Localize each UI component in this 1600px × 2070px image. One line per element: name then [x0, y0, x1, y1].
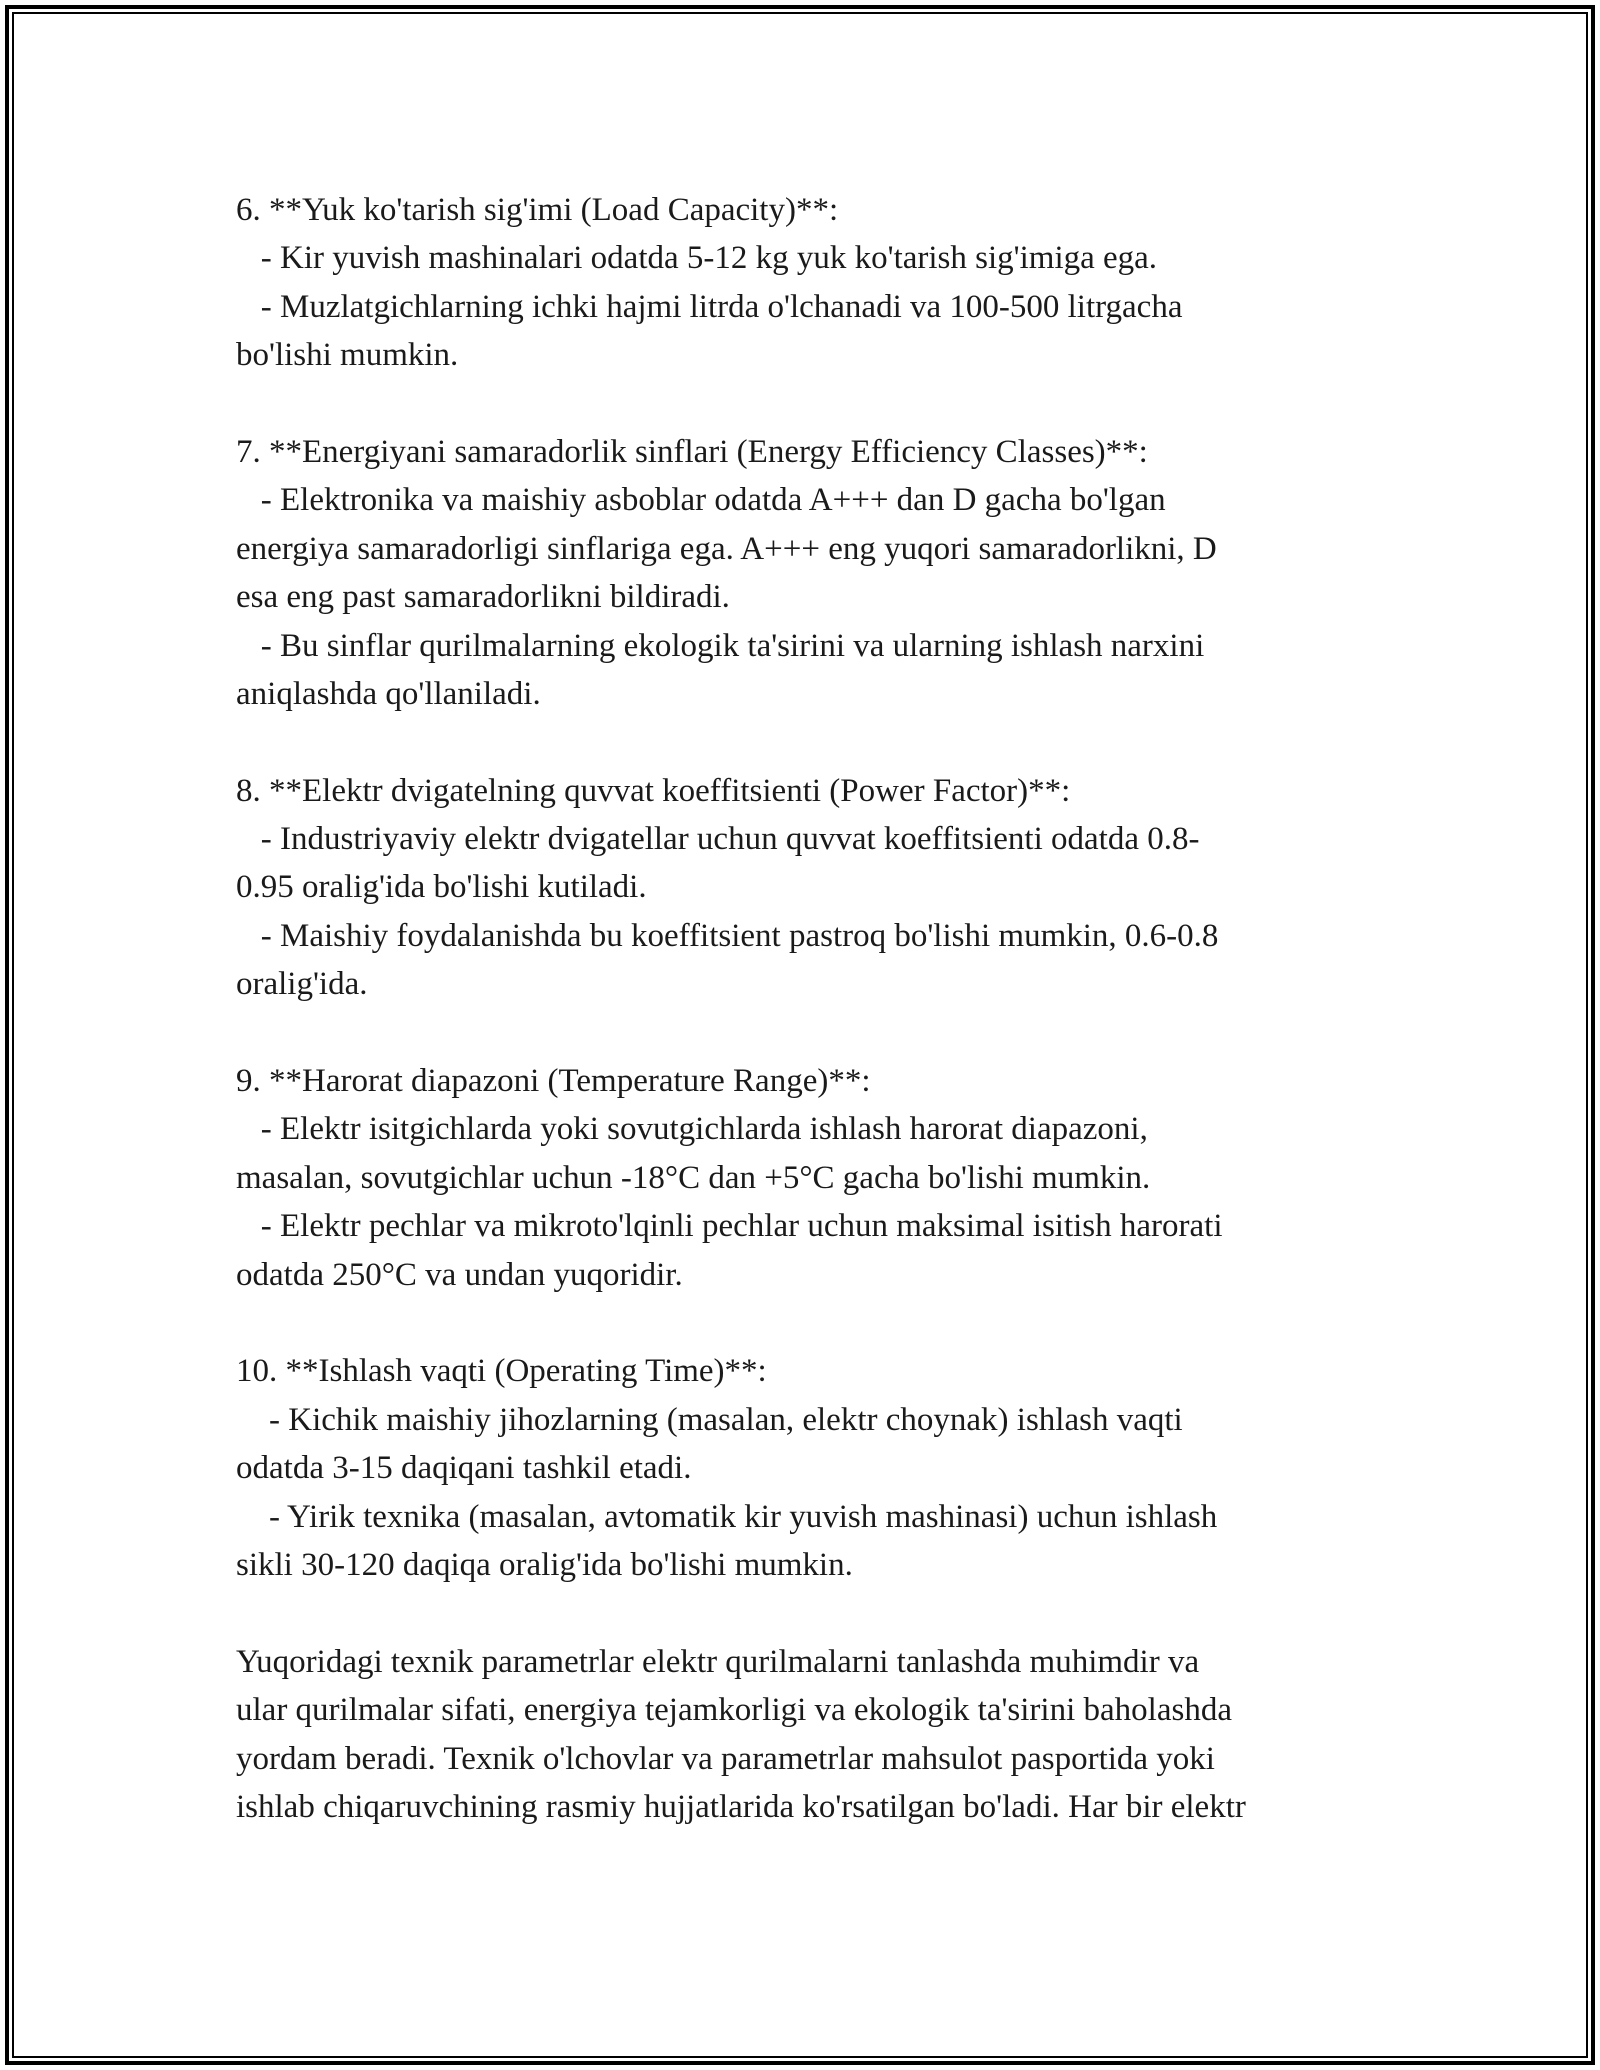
- section-heading: 9. **Harorat diapazoni (Temperature Range)**:: [236, 1063, 871, 1100]
- paragraph-gap: [236, 718, 1416, 766]
- section-heading: 8. **Elektr dvigatelning quvvat koeffitsienti (Power Factor)**:: [236, 772, 1071, 809]
- section-heading: 6. **Yuk ko'tarish sig'imi (Load Capacity)**:: [236, 192, 839, 228]
- section-operating-time: [236, 1347, 1416, 1589]
- section-line: - Elektr isitgichlarda yoki sovutgichlarda ishlash harorat diapazoni,: [236, 1111, 1148, 1148]
- section-line: masalan, sovutgichlar uchun -18°C dan +5°C gacha bo'lishi mumkin.: [236, 1159, 1151, 1196]
- paragraph-line: ular qurilmalar sifati, energiya tejamkorligi va ekologik ta'sirini baholashda: [236, 1692, 1232, 1729]
- section-line: - Yirik texnika (masalan, avtomatik kir yuvish mashinasi) uchun ishlash: [236, 1498, 1218, 1535]
- section-line: odatda 3-15 daqiqani tashkil etadi.: [236, 1450, 692, 1487]
- section-load-capacity: [236, 186, 1416, 380]
- section-line: - Industriyaviy elektr dvigatellar uchun quvvat koeffitsienti odatda 0.8-: [236, 821, 1200, 858]
- section-line: 0.95 oralig'ida bo'lishi kutiladi.: [236, 869, 647, 906]
- document-body: [236, 186, 1416, 1831]
- section-temperature-range: [236, 1057, 1416, 1299]
- paragraph-line: Yuqoridagi texnik parametrlar elektr qurilmalarni tanlashda muhimdir va: [236, 1643, 1200, 1680]
- section-line: - Elektr pechlar va mikroto'lqinli pechlar uchun maksimal isitish harorati: [236, 1208, 1223, 1245]
- section-line: bo'lishi mumkin.: [236, 337, 459, 374]
- section-line: aniqlashda qo'llaniladi.: [236, 675, 541, 712]
- paragraph-gap: [236, 1299, 1416, 1347]
- section-heading: 10. **Ishlash vaqti (Operating Time)**:: [236, 1353, 767, 1390]
- section-line: odatda 250°C va undan yuqoridir.: [236, 1256, 683, 1293]
- paragraph-gap: [236, 1009, 1416, 1057]
- paragraph-gap: [236, 1589, 1416, 1637]
- section-line: - Muzlatgichlarning ichki hajmi litrda o'lchanadi va 100-500 litrgacha: [236, 288, 1183, 325]
- paragraph-line: yordam beradi. Texnik o'lchovlar va parametrlar mahsulot pasportida yoki: [236, 1740, 1215, 1777]
- section-line: - Kichik maishiy jihozlarning (masalan, elektr choynak) ishlash vaqti: [236, 1401, 1183, 1438]
- section-power-factor: [236, 767, 1416, 1009]
- section-energy-efficiency: [236, 428, 1416, 718]
- section-line: oralig'ida.: [236, 966, 368, 1003]
- section-line: energiya samaradorligi sinflariga ega. A+++ eng yuqori samaradorlikni, D: [236, 530, 1217, 567]
- section-line: - Elektronika va maishiy asboblar odatda A+++ dan D gacha bo'lgan: [236, 482, 1166, 519]
- closing-paragraph: [236, 1638, 1416, 1832]
- section-heading: 7. **Energiyani samaradorlik sinflari (Energy Efficiency Classes)**:: [236, 433, 1148, 470]
- section-line: sikli 30-120 daqiqa oralig'ida bo'lishi mumkin.: [236, 1546, 853, 1583]
- section-line: - Kir yuvish mashinalari odatda 5-12 kg yuk ko'tarish sig'imiga ega.: [236, 240, 1158, 277]
- paragraph-gap: [236, 380, 1416, 428]
- section-line: - Maishiy foydalanishda bu koeffitsient pastroq bo'lishi mumkin, 0.6-0.8: [236, 917, 1219, 954]
- section-line: - Bu sinflar qurilmalarning ekologik ta'sirini va ularning ishlash narxini: [236, 627, 1205, 664]
- paragraph-line: ishlab chiqaruvchining rasmiy hujjatlarida ko'rsatilgan bo'ladi. Har bir elektr: [236, 1788, 1246, 1825]
- section-line: esa eng past samaradorlikni bildiradi.: [236, 579, 730, 616]
